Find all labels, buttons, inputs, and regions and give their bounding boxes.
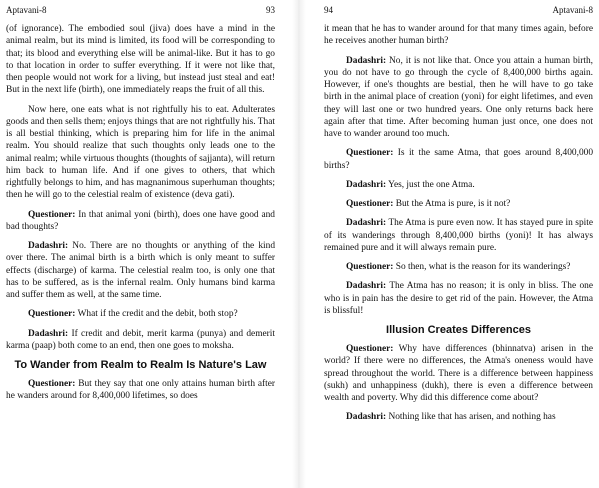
left-page (0, 0, 275, 488)
speaker-label: Questioner: (28, 379, 76, 389)
speaker-label: Dadashri: (346, 281, 387, 292)
speaker-label: Dadashri: (28, 241, 69, 251)
paragraph-text: What if the credit and the debit, both stop? (77, 309, 238, 320)
section-heading: Illusion Creates Differences (386, 324, 531, 336)
paragraph-text: The Atma is pure even now. It has stayed pure in spite of its wanderings through 8,400,000 births (yoni)! It has always remained pure and it will always remain pure. (324, 218, 593, 253)
dialogue-paragraph (324, 411, 593, 423)
left-running-head (6, 5, 275, 23)
paragraph-text: But the Atma is pure, is it not? (395, 199, 511, 209)
speaker-label: Dadashri: (346, 218, 387, 229)
dialogue-paragraph (324, 261, 593, 273)
paragraph-text: (of ignorance). The embodied soul (jiva) does have a mind in the animal realm, but its mind is limited, its food will be corresponding to that; its blood and everything else will be animal-like. But it has to go to that location in order to suffer everything. If it were not like that, then people would not work for a living, but instead just steal and eat! But in the next life (birth), one immediately reaps the fruit of all this. (6, 24, 275, 96)
speaker-label: Dadashri: (346, 412, 387, 423)
dialogue-paragraph (324, 217, 593, 254)
paragraph-text: So then, what is the reason for its wanderings? (395, 262, 571, 272)
dialogue-paragraph (6, 308, 275, 320)
paragraph-text: Nothing like that has arisen, and nothing has (388, 412, 556, 423)
dialogue-paragraph (324, 179, 593, 191)
dialogue-paragraph (324, 198, 593, 210)
left-running-title: Aptavani-8 (6, 5, 47, 15)
speaker-label: Questioner: (346, 148, 394, 159)
paragraph-text: Is it the same Atma, that goes around 8,400,000 births? (324, 148, 594, 171)
dialogue-paragraph (324, 147, 593, 172)
paragraph-text: In that animal yoni (birth), does one have good and bad thoughts? (6, 209, 275, 232)
right-page (324, 0, 599, 488)
speaker-label: Questioner: (346, 344, 394, 354)
dialogue-paragraph (6, 240, 275, 301)
right-running-head (324, 5, 593, 23)
paragraph-text: If credit and debit, merit karma (punya) and demerit karma (paap) both come to an end, then one goes to moksha. (6, 328, 275, 351)
paragraph-text: No. There are no thoughts or anything of the kind over there. The animal birth is a birth which is only meant to suffer effects (discharge) of karma. The celestial realm too, is only one that has to be suffered, as is the infernal realm. Only humans bind karma and suffer them as well, at the same time. (6, 241, 275, 300)
paragraph (6, 23, 275, 97)
right-body (324, 23, 593, 424)
dialogue-paragraph (6, 328, 275, 353)
speaker-label: Dadashri: (346, 55, 387, 66)
paragraph-text: Yes, just the one Atma. (388, 179, 475, 190)
paragraph (6, 104, 275, 202)
paragraph-text: Now here, one eats what is not rightfully his to eat. Adulterates goods and then sells them; enjoys things that are not rightfully his. That is all bestial thinking, which is preparing him for life in the animal realm. You should realize that such thoughts only leads one to the animal realm; while virtuous thoughts (thoughts of sajjanta), will return him back to human life. And if one gives to others, that which rightfully belongs to him, and has magnanimous superhuman thoughts; then he will go to the celestial realm of existence (deva gati). (6, 104, 275, 201)
dialogue-paragraph (324, 343, 593, 404)
paragraph-text: Why have differences (bhinnatva) arisen in the world? If there were no differences, the Atma's oneness would have spread throughout the world. There is a difference between happiness (sukh) and unhappiness (dukh), there is even a difference between wealth and poverty. Why did this difference come about? (324, 344, 593, 403)
speaker-label: Dadashri: (346, 179, 387, 190)
right-running-title: Aptavani-8 (552, 5, 593, 15)
dialogue-paragraph (6, 209, 275, 234)
speaker-label: Questioner: (28, 209, 76, 220)
paragraph-text: No, it is not like that. Once you attain a human birth, you do not have to go through the cycle of 8,400,000 births again. However, if one's thoughts are bestial, then he will have to go take birth in the animal place of creation (yoni) for eight lifetimes, and even they will last one or two hundred years. One only returns back here again after that time. After becoming human just once, one does not have to wander around too much. (324, 55, 593, 139)
section-heading: To Wander from Realm to Realm Is Nature's Law (14, 359, 267, 371)
dialogue-paragraph (324, 280, 593, 317)
speaker-label: Questioner: (28, 309, 76, 320)
left-page-number: 93 (266, 5, 275, 15)
paragraph-text: it mean that he has to wander around for that many times again, before he receives another human birth? (324, 24, 593, 47)
paragraph (324, 23, 593, 48)
paragraph-text: The Atma has no reason; it is only in bliss. The one who is in pain has the desire to get rid of the pain. However, the Atma is blissful! (324, 281, 593, 316)
left-body (6, 23, 275, 403)
speaker-label: Questioner: (346, 199, 394, 209)
speaker-label: Questioner: (346, 262, 394, 272)
dialogue-paragraph (6, 378, 275, 403)
speaker-label: Dadashri: (28, 328, 69, 339)
right-page-number: 94 (324, 5, 333, 15)
dialogue-paragraph (324, 55, 593, 141)
book-gutter (292, 0, 306, 488)
paragraph-text: But they say that one only attains human birth after he wanders around for 8,400,000 lifetimes, so does (6, 379, 275, 402)
